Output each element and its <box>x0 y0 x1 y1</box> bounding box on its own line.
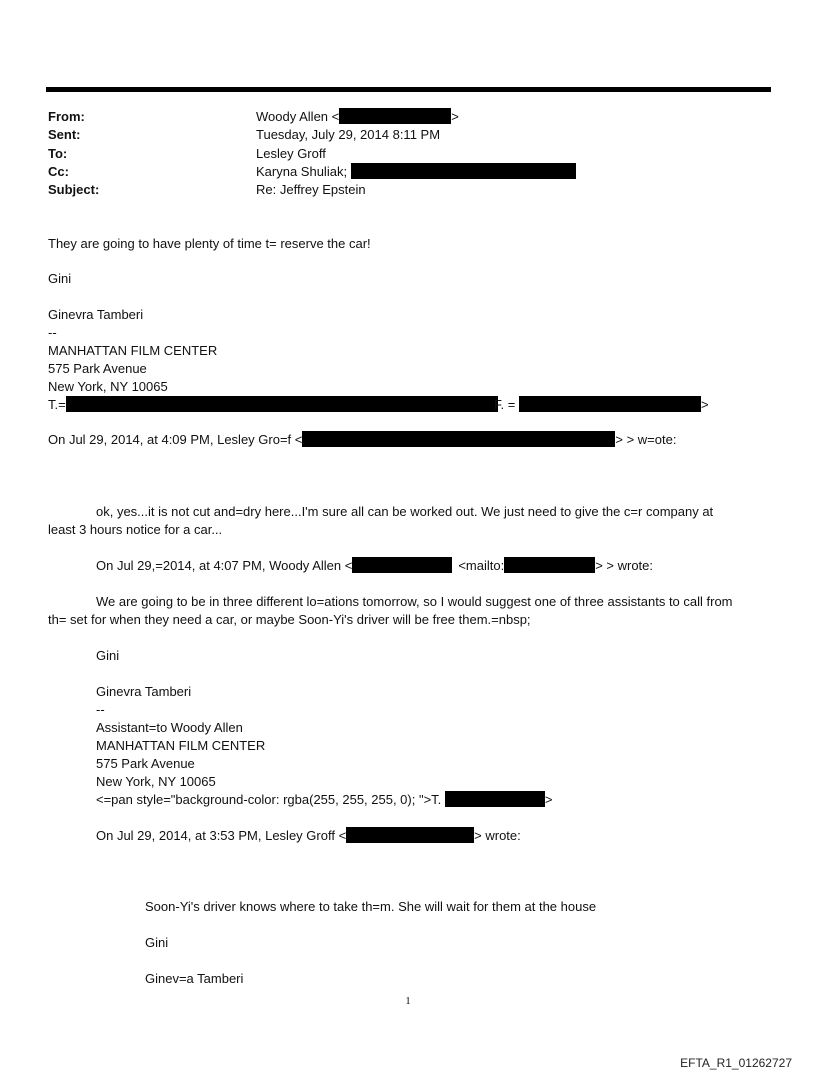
signature-phone <box>96 791 553 809</box>
signature-company: MANHATTAN FILM CENTER <box>96 738 266 753</box>
signature-company: MANHATTAN FILM CENTER <box>48 343 218 358</box>
quote-header-text: On Jul 29, 2014, at 4:09 PM, Lesley Gro=f < <box>48 432 303 447</box>
subject-label: Subject: <box>48 182 100 197</box>
from-close: > <box>451 109 459 124</box>
signature-address: 575 Park Avenue <box>96 756 195 771</box>
quote-header-end: > wrote: <box>474 828 521 843</box>
quote-header <box>48 431 676 449</box>
quote-header-end: > > w=ote: <box>615 432 677 447</box>
redaction-box <box>351 163 576 179</box>
to-label: To: <box>48 146 68 161</box>
from-label: From: <box>48 109 85 124</box>
phone-label: <=pan style="background-color: rgba(255, 255, 255, 0); ">T. <box>96 792 442 807</box>
signature-address: 575 Park Avenue <box>48 361 147 376</box>
signature-separator: -- <box>96 702 105 717</box>
signature-fax <box>494 396 709 414</box>
from-name: Woody Allen < <box>256 109 340 124</box>
cc-label: Cc: <box>48 164 69 179</box>
signature-short: Gini <box>145 935 169 950</box>
body-line: least 3 hours notice for a car... <box>48 522 223 537</box>
phone-label: T.= <box>48 397 66 412</box>
redaction-box <box>339 108 451 124</box>
header-rule <box>46 87 771 92</box>
redaction-box <box>352 557 452 573</box>
sent-value: Tuesday, July 29, 2014 8:11 PM <box>256 127 441 142</box>
redaction-box <box>519 396 701 412</box>
quote-header <box>96 557 653 575</box>
cc-name: Karyna Shuliak; <box>256 164 348 179</box>
signature-name: Ginev=a Tamberi <box>145 971 244 986</box>
signature-city: New York, NY 10065 <box>48 379 168 394</box>
redaction-box <box>504 557 595 573</box>
signature-city: New York, NY 10065 <box>96 774 216 789</box>
redaction-box <box>445 791 545 807</box>
mailto-text: <mailto: <box>458 558 505 573</box>
phone-close: > <box>544 792 553 807</box>
redaction-box <box>302 431 615 447</box>
quote-header-text: On Jul 29,=2014, at 4:07 PM, Woody Allen < <box>96 558 353 573</box>
from-value <box>256 108 459 126</box>
signature-name: Ginevra Tamberi <box>48 307 144 322</box>
signature-separator: -- <box>48 325 57 340</box>
subject-value: Re: Jeffrey Epstein <box>256 182 366 197</box>
redaction-box <box>346 827 474 843</box>
quote-header <box>96 827 521 845</box>
signature-short: Gini <box>96 648 120 663</box>
quote-header-end: > > wrote: <box>595 558 654 573</box>
fax-label: F. = <box>494 397 516 412</box>
body-line: th= set for when they need a car, or maybe Soon-Yi's driver will be free them.=nbsp; <box>48 612 531 627</box>
body-line: We are going to be in three different lo=ations tomorrow, so I would suggest one of three assistants to call from <box>96 594 733 609</box>
document-id: EFTA_R1_01262727 <box>680 1056 792 1070</box>
signature-title: Assistant=to Woody Allen <box>96 720 243 735</box>
signature-name: Ginevra Tamberi <box>96 684 192 699</box>
sent-label: Sent: <box>48 127 81 142</box>
to-value: Lesley Groff <box>256 146 326 161</box>
signature-phone <box>48 396 498 414</box>
body-line: ok, yes...it is not cut and=dry here...I'm sure all can be worked out. We just need to give the c=r company at <box>96 504 714 519</box>
body-line: They are going to have plenty of time t= reserve the car! <box>48 236 371 251</box>
quote-header-text: On Jul 29, 2014, at 3:53 PM, Lesley Groff < <box>96 828 347 843</box>
fax-close: > <box>700 397 709 412</box>
cc-value <box>256 163 576 181</box>
signature-short: Gini <box>48 271 72 286</box>
page-number: 1 <box>405 995 411 1007</box>
body-line: Soon-Yi's driver knows where to take th=m. She will wait for them at the house <box>145 899 597 914</box>
redaction-box <box>66 396 498 412</box>
